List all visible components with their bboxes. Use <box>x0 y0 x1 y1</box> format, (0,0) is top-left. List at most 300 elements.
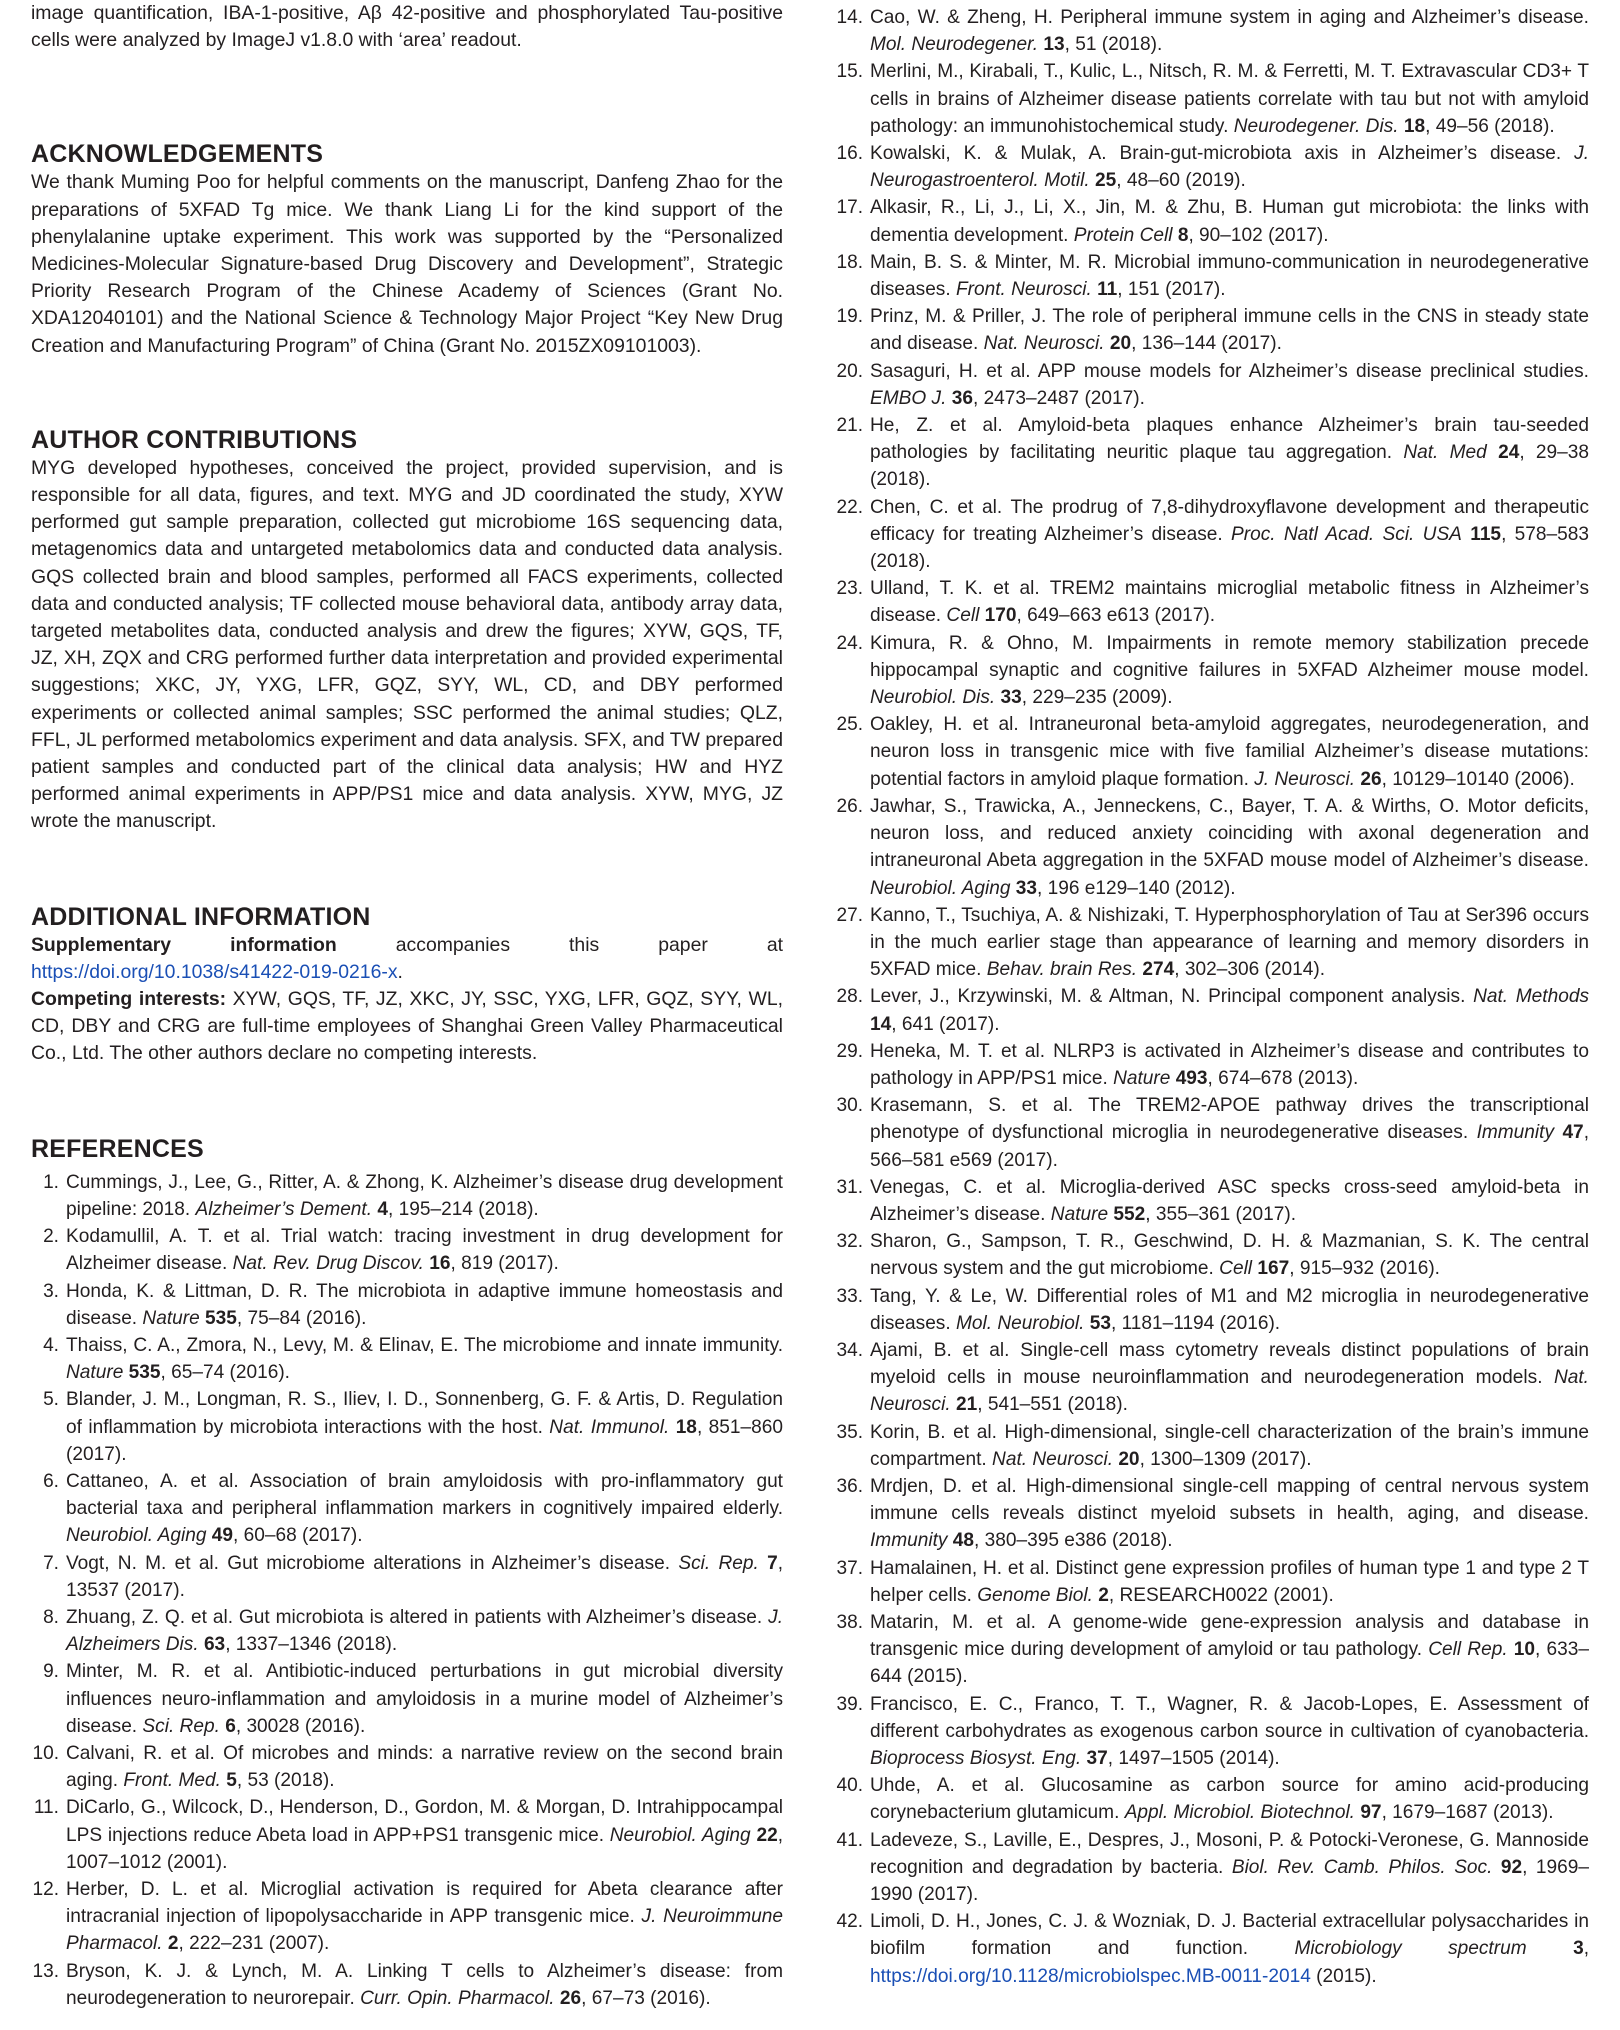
reference-journal: J. Neurogastroenterol. Motil. <box>870 143 1589 192</box>
reference-pages-year: , 641 (2017). <box>891 1013 1000 1035</box>
reference-text <box>870 58 1589 140</box>
reference-journal: Protein Cell <box>1073 224 1173 246</box>
reference-number: 25. <box>836 714 863 736</box>
reference-item <box>31 1468 783 1550</box>
reference-authors-title: Cattaneo, A. et al. Association of brain amyloidosis with pro-inflammatory gut bacterial taxa and peripheral inflammation markers in cognitively impaired elderly. <box>66 1470 783 1520</box>
reference-number: 3. <box>43 1280 59 1302</box>
acknowledgements-text: We thank Muming Poo for helpful comments on the manuscript, Danfeng Zhao for the preparations of 5XFAD Tg mice. We thank Liang Li for the kind support of the phenylalanine uptake experiment. This work was supported by the “Personalized Medicines-Molecular Signature-based Drug Discovery and Development”, Strategic Priority Research Program of the Chinese Academy of Sciences (Grant No. XDA12040101) and the National Science & Technology Major Project “Key New Drug Creation and Manufacturing Program” of China (Grant No. 2015ZX09101003). <box>31 171 783 357</box>
reference-volume: 26 <box>559 1987 582 2009</box>
reference-volume: 115 <box>1470 523 1502 545</box>
reference-item <box>835 1691 1589 1773</box>
reference-item <box>31 1658 783 1740</box>
reference-volume: 22 <box>756 1824 778 1846</box>
left-column <box>31 0 783 2012</box>
competing-interests-label: Competing interests: <box>31 988 227 1011</box>
reference-number: 33. <box>836 1285 863 1307</box>
reference-volume: 21 <box>955 1394 978 1416</box>
reference-item <box>835 140 1589 194</box>
reference-item <box>835 1038 1589 1092</box>
reference-volume: 2 <box>167 1933 179 1955</box>
reference-volume: 24 <box>1498 442 1520 464</box>
reference-volume: 49 <box>211 1525 234 1547</box>
reference-volume: 97 <box>1360 1802 1382 1824</box>
reference-number: 2. <box>43 1226 59 1248</box>
reference-pages-year: , 60–68 (2017). <box>233 1525 363 1547</box>
reference-authors-title: Alkasir, R., Li, J., Li, X., Jin, M. & Zhu, B. Human gut microbiota: the links with dementia development. <box>870 197 1589 246</box>
reference-text <box>870 494 1589 576</box>
reference-authors-title: Calvani, R. et al. Of microbes and minds: a narrative review on the second brain aging. <box>66 1742 783 1792</box>
reference-authors-title: Main, B. S. & Minter, M. R. Microbial immuno-communication in neurodegenerative diseases. <box>870 251 1589 301</box>
reference-item <box>31 1223 783 1277</box>
reference-text <box>66 1169 783 1223</box>
reference-item <box>835 194 1589 248</box>
reference-text <box>870 1228 1589 1282</box>
competing-interests-text: XYW, GQS, TF, JZ, XKC, JY, SSC, YXG, LFR, GQZ, SYY, WL, CD, DBY and CRG are full-time employees of Shanghai Green Valley Pharmaceutical Co., Ltd. The other authors declare no competing interests. <box>31 988 783 1065</box>
reference-journal: Nature <box>66 1362 124 1384</box>
reference-volume: 535 <box>205 1307 237 1329</box>
reference-volume: 167 <box>1257 1258 1290 1280</box>
reference-authors-title: Sasaguri, H. et al. APP mouse models for Alzheimer’s disease preclinical studies. <box>870 360 1589 382</box>
author-contributions-heading: AUTHOR CONTRIBUTIONS <box>31 425 358 454</box>
acknowledgements-heading: ACKNOWLEDGEMENTS <box>31 140 324 169</box>
reference-pages-year: , 2473–2487 (2017). <box>972 387 1145 409</box>
reference-doi-link[interactable]: https://doi.org/10.1128/microbiolspec.MB-0011-2014 <box>870 1965 1311 1987</box>
supplementary-information-paragraph <box>31 932 783 986</box>
reference-pages-year: , 541–551 (2018). <box>977 1394 1128 1416</box>
reference-item <box>835 1283 1589 1337</box>
reference-authors-title: Kimura, R. & Ohno, M. Impairments in remote memory stabilization precede hippocampal synaptic and cognitive failures in 5XFAD Alzheimer mouse model. <box>870 632 1589 681</box>
reference-text <box>870 1473 1589 1555</box>
reference-number: 15. <box>836 61 863 83</box>
supplementary-text: accompanies this paper at <box>336 933 784 956</box>
reference-volume: 25 <box>1095 170 1117 192</box>
reference-pages-year: , 10129–10140 (2006). <box>1381 768 1575 790</box>
reference-journal: Nature <box>1050 1203 1109 1225</box>
reference-text <box>870 1691 1589 1773</box>
reference-volume: 37 <box>1086 1748 1108 1769</box>
reference-authors-title: Matarin, M. et al. A genome-wide gene-expression analysis and database in transgenic mice during development of amyloid or tau pathology. <box>870 1611 1589 1661</box>
reference-journal: Nature <box>142 1307 200 1329</box>
reference-authors-title: Ladeveze, S., Laville, E., Despres, J., Mosoni, P. & Potocki-Veronese, G. Mannoside recognition and degradation by bacteria. <box>870 1829 1589 1878</box>
reference-text <box>870 1337 1589 1419</box>
reference-number: 28. <box>836 986 863 1008</box>
reference-volume: 36 <box>951 387 973 409</box>
reference-authors-title: Herber, D. L. et al. Microglial activation is required for Abeta clearance after intracranial injection of lipopolysaccharide in APP transgenic mice. <box>66 1878 783 1928</box>
reference-text <box>870 1827 1589 1909</box>
reference-journal: Curr. Opin. Pharmacol. <box>360 1987 555 2009</box>
reference-volume: 47 <box>1562 1122 1584 1144</box>
reference-journal: EMBO J. <box>870 387 947 409</box>
reference-authors-title: Thaiss, C. A., Zmora, N., Levy, M. & Elinav, E. The microbiome and innate immunity. <box>66 1334 783 1356</box>
reference-volume: 92 <box>1500 1856 1523 1878</box>
reference-number: 41. <box>836 1829 863 1851</box>
reference-pages-year: , 30028 (2016). <box>235 1715 366 1737</box>
reference-authors-title: Oakley, H. et al. Intraneuronal beta-amyloid aggregates, neurodegeneration, and neuron loss in transgenic mice with five familial Alzheimer’s disease mutations: potential factors in amyloid plaque formation. <box>870 714 1589 790</box>
reference-item <box>835 494 1589 576</box>
reference-item <box>31 1958 783 2012</box>
reference-text <box>66 1550 783 1604</box>
reference-text <box>870 793 1589 902</box>
reference-volume: 6 <box>225 1715 236 1737</box>
reference-text <box>66 1794 783 1876</box>
reference-journal: Nat. Med <box>1403 442 1487 464</box>
reference-volume: 13 <box>1043 34 1065 56</box>
reference-text <box>66 1876 783 1958</box>
reference-authors-title: Kodamullil, A. T. et al. Trial watch: tracing investment in drug development for Alzheimer disease. <box>66 1226 783 1275</box>
reference-number: 36. <box>836 1475 863 1497</box>
reference-number: 17. <box>836 197 863 219</box>
reference-number: 10. <box>32 1742 59 1764</box>
reference-text <box>66 1604 783 1658</box>
reference-pages-year: , 674–678 (2013). <box>1207 1067 1359 1089</box>
reference-authors-title: Kanno, T., Tsuchiya, A. & Nishizaki, T. Hyperphosphorylation of Tau at Ser396 occurs in the much earlier stage than appearance of learning and memory disorders in 5XFAD mice. <box>870 904 1589 981</box>
reference-journal: Nat. Neurosci. <box>870 1367 1589 1416</box>
reference-pages-year: , 13537 (2017). <box>66 1552 783 1601</box>
reference-authors-title: Cao, W. & Zheng, H. Peripheral immune system in aging and Alzheimer’s disease. <box>870 7 1589 28</box>
reference-authors-title: Ajami, B. et al. Single-cell mass cytometry reveals distinct populations of brain myeloid cells in mouse neuroinflammation and neurodegeneration models. <box>870 1339 1589 1389</box>
reference-pages-year: , 75–84 (2016). <box>236 1307 367 1329</box>
reference-number: 19. <box>836 306 863 328</box>
reference-number: 9. <box>43 1661 59 1683</box>
reference-number: 11. <box>33 1797 59 1819</box>
reference-volume: 3 <box>1573 1938 1584 1960</box>
reference-item <box>835 1772 1589 1826</box>
reference-number: 1. <box>43 1171 59 1193</box>
reference-number: 40. <box>836 1775 863 1797</box>
reference-text <box>66 1468 783 1550</box>
reference-number: 23. <box>836 578 863 600</box>
reference-text <box>870 1908 1589 1990</box>
reference-pages-year: , 151 (2017). <box>1117 279 1226 301</box>
references-list-left <box>31 1169 783 2012</box>
reference-text <box>870 902 1589 984</box>
reference-item <box>835 1419 1589 1473</box>
reference-volume: 5 <box>226 1770 237 1792</box>
reference-volume: 20 <box>1118 1448 1140 1470</box>
reference-item <box>835 1609 1589 1691</box>
reference-journal: Neurobiol. Aging <box>66 1525 207 1547</box>
reference-item <box>31 1604 783 1658</box>
reference-authors-title: Chen, C. et al. The prodrug of 7,8-dihydroxyflavone development and therapeutic efficacy for treating Alzheimer’s disease. <box>870 496 1589 545</box>
reference-journal: Neurobiol. Aging <box>609 1824 751 1846</box>
reference-text <box>870 1174 1589 1228</box>
reference-item <box>835 983 1589 1037</box>
reference-pages-year: , 649–663 e613 (2017). <box>1016 605 1216 627</box>
reference-text <box>870 630 1589 712</box>
reference-volume: 48 <box>952 1530 975 1552</box>
reference-journal: Immunity <box>870 1530 948 1552</box>
reference-number: 22. <box>836 496 863 518</box>
reference-number: 4. <box>43 1334 59 1356</box>
reference-pages-year: , 53 (2018). <box>236 1770 335 1792</box>
reference-item <box>835 1555 1589 1609</box>
reference-text <box>870 1772 1589 1826</box>
reference-item <box>31 1386 783 1468</box>
reference-authors-title: Tang, Y. & Le, W. Differential roles of M1 and M2 microglia in neurodegenerative diseases. <box>870 1285 1589 1334</box>
reference-text <box>870 249 1589 303</box>
reference-item <box>835 711 1589 793</box>
reference-pages-year: , 65–74 (2016). <box>160 1362 290 1384</box>
reference-volume: 18 <box>675 1416 697 1438</box>
reference-journal: J. Neurosci. <box>1254 768 1356 790</box>
reference-pages-year: , 851–860 (2017). <box>66 1416 783 1465</box>
reference-item <box>31 1278 783 1332</box>
reference-text <box>66 1332 783 1386</box>
reference-journal: Nature <box>1113 1067 1171 1089</box>
reference-pages-year: , 915–932 (2016). <box>1289 1258 1440 1280</box>
reference-pages-year: , 1497–1505 (2014). <box>1107 1748 1280 1769</box>
reference-volume: 14 <box>870 1013 892 1035</box>
reference-volume: 16 <box>429 1253 451 1275</box>
reference-authors-title: DiCarlo, G., Wilcock, D., Henderson, D., Gordon, M. & Morgan, D. Intrahippocampal LPS injections reduce Abeta load in APP+PS1 transgenic mice. <box>66 1797 783 1846</box>
reference-pages-year: , 51 (2018). <box>1064 34 1163 56</box>
reference-journal: Nat. Rev. Drug Discov. <box>232 1253 424 1275</box>
reference-number: 39. <box>836 1693 863 1715</box>
reference-text <box>66 1386 783 1468</box>
reference-journal: Nat. Immunol. <box>549 1416 670 1438</box>
reference-item <box>835 902 1589 984</box>
reference-pages-year: , 819 (2017). <box>450 1253 559 1275</box>
reference-text <box>870 358 1589 412</box>
reference-text <box>870 1038 1589 1092</box>
reference-volume: 535 <box>128 1362 161 1384</box>
reference-journal: Alzheimer’s Dement. <box>195 1198 373 1220</box>
reference-text <box>66 1658 783 1740</box>
reference-text <box>66 1740 783 1794</box>
reference-authors-title: Krasemann, S. et al. The TREM2-APOE pathway drives the transcriptional phenotype of dysfunctional microglia in neurodegenerative diseases. <box>870 1095 1589 1144</box>
reference-item <box>835 1337 1589 1419</box>
reference-number: 8. <box>43 1606 59 1628</box>
reference-text <box>870 1609 1589 1691</box>
reference-journal: Nat. Neurosci. <box>992 1448 1113 1470</box>
reference-pages-year: , 195–214 (2018). <box>387 1198 539 1220</box>
reference-volume: 2 <box>1098 1584 1109 1606</box>
reference-item <box>31 1169 783 1223</box>
reference-item <box>31 1794 783 1876</box>
reference-pages-year: , 1337–1346 (2018). <box>225 1634 398 1656</box>
reference-volume: 20 <box>1109 333 1132 355</box>
reference-authors-title: Korin, B. et al. High-dimensional, single-cell characterization of the brain’s immune compartment. <box>870 1421 1589 1470</box>
reference-authors-title: Hamalainen, H. et al. Distinct gene expression profiles of human type 1 and type 2 T helper cells. <box>870 1557 1589 1606</box>
references-list-right <box>835 4 1589 1990</box>
reference-authors-title: Heneka, M. T. et al. NLRP3 is activated in Alzheimer’s disease and contributes to pathology in APP/PS1 mice. <box>870 1040 1589 1089</box>
reference-text <box>870 140 1589 194</box>
references-heading: REFERENCES <box>31 1134 204 1163</box>
reference-journal: Sci. Rep. <box>678 1552 759 1574</box>
reference-volume: 18 <box>1403 115 1426 137</box>
reference-authors-title: Blander, J. M., Longman, R. S., Iliev, I. D., Sonnenberg, G. F. & Artis, D. Regulation of inflammation by microbiota interactions with the host. <box>66 1389 783 1438</box>
reference-authors-title: Bryson, K. J. & Lynch, M. A. Linking T cells to Alzheimer’s disease: from neurodegeneration to neurorepair. <box>66 1960 783 2009</box>
reference-volume: 552 <box>1113 1203 1146 1225</box>
reference-journal: Mol. Neurodegener. <box>870 34 1039 56</box>
reference-item <box>835 412 1589 494</box>
reference-authors-title: Vogt, N. M. et al. Gut microbiome alterations in Alzheimer’s disease. <box>66 1552 679 1574</box>
reference-journal: Cell <box>1219 1258 1253 1280</box>
reference-pages-year: , 222–231 (2007). <box>178 1933 330 1955</box>
reference-pages-year: , 90–102 (2017). <box>1188 224 1329 246</box>
reference-number: 30. <box>836 1095 863 1117</box>
reference-number: 21. <box>836 415 863 437</box>
reference-text <box>870 1419 1589 1473</box>
reference-authors-title: Prinz, M. & Priller, J. The role of peripheral immune cells in the CNS in steady state and disease. <box>870 306 1589 355</box>
reference-authors-title: Mrdjen, D. et al. High-dimensional single-cell mapping of central nervous system immune cells reveals distinct myeloid subsets in health, aging, and disease. <box>870 1475 1589 1525</box>
reference-authors-title: Cummings, J., Lee, G., Ritter, A. & Zhong, K. Alzheimer’s disease drug development pipeline: 2018. <box>66 1171 783 1220</box>
reference-journal: Front. Med. <box>123 1770 221 1792</box>
reference-item <box>835 1473 1589 1555</box>
reference-number: 38. <box>836 1611 863 1633</box>
reference-authors-title: Ulland, T. K. et al. TREM2 maintains microglial metabolic fitness in Alzheimer’s disease. <box>870 578 1589 627</box>
reference-journal: Mol. Neurobiol. <box>955 1312 1085 1334</box>
reference-number: 32. <box>836 1231 863 1253</box>
reference-number: 35. <box>836 1421 863 1443</box>
reference-journal: Bioprocess Biosyst. Eng. <box>870 1748 1082 1769</box>
reference-text <box>66 1278 783 1332</box>
supplementary-label: Supplementary information <box>31 933 337 956</box>
reference-number: 31. <box>836 1176 863 1198</box>
reference-item <box>31 1740 783 1794</box>
reference-pages-year: , 49–56 (2018). <box>1425 115 1555 137</box>
reference-pages-year: , 67–73 (2016). <box>581 1987 711 2009</box>
methods-tail-paragraph: image quantification, IBA-1-positive, Aβ 42-positive and phosphorylated Tau-positive cells were analyzed by ImageJ v1.8.0 with ‘area’ readout. <box>31 2 783 52</box>
reference-authors-title: Uhde, A. et al. Glucosamine as carbon source for amino acid-producing corynebacterium glutamicum. <box>870 1775 1589 1824</box>
reference-item <box>835 575 1589 629</box>
reference-authors-title: Venegas, C. et al. Microglia-derived ASC specks cross-seed amyloid-beta in Alzheimer’s disease. <box>870 1176 1589 1225</box>
reference-text <box>870 4 1589 58</box>
reference-journal: Behav. brain Res. <box>986 959 1138 981</box>
reference-number: 27. <box>836 904 863 926</box>
supplementary-end: . <box>397 960 403 983</box>
reference-journal: Biol. Rev. Camb. Philos. Soc. <box>1231 1856 1493 1878</box>
reference-text <box>870 1283 1589 1337</box>
reference-volume: 26 <box>1360 768 1382 790</box>
reference-authors-title: Minter, M. R. et al. Antibiotic-induced perturbations in gut microbial diversity influences neuro-inflammation and amyloidosis in a murine model of Alzheimer’s disease. <box>66 1661 783 1737</box>
reference-pages-year: , 1181–1194 (2016). <box>1110 1312 1281 1334</box>
reference-item <box>835 303 1589 357</box>
reference-volume: 11 <box>1097 279 1118 301</box>
reference-item <box>31 1332 783 1386</box>
reference-authors-title: Jawhar, S., Trawicka, A., Jenneckens, C., Bayer, T. A. & Wirths, O. Motor deficits, neuron loss, and reduced anxiety coinciding with axonal degeneration and intraneuronal Abeta aggregation in the 5XFAD mouse model of Alzheimer’s disease. <box>870 795 1589 872</box>
additional-information-heading: ADDITIONAL INFORMATION <box>31 902 371 931</box>
reference-volume: 10 <box>1513 1639 1536 1661</box>
reference-journal: Cell Rep. <box>1428 1639 1508 1661</box>
reference-number: 42. <box>836 1911 863 1933</box>
reference-text <box>66 1223 783 1277</box>
reference-number: 18. <box>836 251 863 273</box>
reference-item <box>835 1174 1589 1228</box>
reference-journal: Cell <box>946 605 980 627</box>
right-column <box>835 0 1589 1990</box>
reference-item <box>835 4 1589 58</box>
reference-text <box>870 983 1589 1037</box>
reference-volume: 274 <box>1142 959 1175 981</box>
reference-pages-year: , 302–306 (2014). <box>1174 959 1325 981</box>
reference-authors-title: Merlini, M., Kirabali, T., Kulic, L., Nitsch, R. M. & Ferretti, M. T. Extravascular CD3+ T cells in brains of Alzheimer disease patients correlate with tau but not with amyloid pathology: an immunohistochemical study. <box>870 61 1589 137</box>
reference-pages-year: , 380–395 e386 (2018). <box>974 1530 1173 1552</box>
reference-volume: 63 <box>203 1634 226 1656</box>
reference-authors-title: Kowalski, K. & Mulak, A. Brain-gut-microbiota axis in Alzheimer’s disease. <box>870 143 1575 165</box>
reference-journal: Front. Neurosci. <box>955 279 1092 301</box>
reference-pages-year: , 1300–1309 (2017). <box>1139 1448 1312 1470</box>
reference-journal: J. Neuroimmune Pharmacol. <box>66 1906 783 1955</box>
reference-item <box>31 1876 783 1958</box>
reference-text <box>66 1958 783 2012</box>
reference-pages-year: , 1969–1990 (2017). <box>870 1856 1589 1906</box>
reference-journal: Genome Biol. <box>977 1584 1093 1606</box>
reference-journal: Sci. Rep. <box>142 1715 220 1737</box>
reference-number: 24. <box>836 632 863 654</box>
reference-journal: Neurodegener. Dis. <box>1233 115 1399 137</box>
reference-text <box>870 412 1589 494</box>
reference-volume: 493 <box>1175 1067 1208 1089</box>
reference-item <box>835 630 1589 712</box>
reference-pages-year: , 566–581 e569 (2017). <box>870 1122 1589 1171</box>
reference-number: 29. <box>836 1040 863 1062</box>
reference-number: 37. <box>836 1557 863 1579</box>
reference-authors-title: Sharon, G., Sampson, T. R., Geschwind, D. H. & Mazmanian, S. K. The central nervous system and the gut microbiome. <box>870 1231 1589 1280</box>
reference-pages-year: , 355–361 (2017). <box>1145 1203 1297 1225</box>
reference-pages-year: , 1679–1687 (2013). <box>1381 1802 1554 1824</box>
reference-journal: Immunity <box>1476 1122 1555 1144</box>
reference-journal: Nat. Neurosci. <box>983 333 1105 355</box>
reference-pages-year: , 1007–1012 (2001). <box>66 1824 784 1873</box>
reference-pages-year: , 136–144 (2017). <box>1131 333 1282 355</box>
reference-pages-year: , 48–60 (2019). <box>1116 170 1246 192</box>
reference-item <box>835 793 1589 902</box>
reference-volume: 170 <box>984 605 1017 627</box>
reference-volume: 53 <box>1089 1312 1111 1334</box>
reference-number: 20. <box>836 360 863 382</box>
reference-number: 5. <box>43 1389 59 1411</box>
reference-volume: 8 <box>1177 224 1189 246</box>
reference-volume: 33 <box>1015 877 1038 899</box>
author-contributions-text: MYG developed hypotheses, conceived the project, provided supervision, and is responsible for all data, figures, and text. MYG and JD coordinated the study, XYW performed gut sample preparation, collected gut microbiome 16S sequencing data, metagenomics data and untargeted metabolomics data and conducted data analysis. GQS collected brain and blood samples, performed all FACS experiments, collected data and conducted analysis; TF collected mouse behavioral data, antibody array data, targeted metabolites data, conducted analysis and drew the figures; XYW, GQS, TF, JZ, XH, ZQX and CRG performed further data interpretation and provided experimental suggestions; XKC, JY, YXG, LFR, GQZ, SYY, WL, CD, and DBY performed experiments or collected animal samples; SSC performed the animal studies; QLZ, FFL, JL performed metabolomics experiment and data analysis. SFX, and TW prepared patient samples and conducted part of the clinical data analysis; HW and HYZ performed animal experiments in APP/PS1 mice and data analysis. XYW, MYG, JZ wrote the manuscript. <box>31 456 783 833</box>
reference-journal: Appl. Microbiol. Biotechnol. <box>1124 1802 1355 1824</box>
reference-number: 14. <box>836 7 863 28</box>
reference-text <box>870 303 1589 357</box>
reference-volume: 4 <box>377 1198 388 1220</box>
reference-text <box>870 575 1589 629</box>
reference-number: 34. <box>836 1339 863 1361</box>
reference-volume: 7 <box>767 1552 778 1574</box>
reference-pages-year: , 578–583 (2018). <box>870 523 1590 573</box>
supplementary-doi-link[interactable]: https://doi.org/10.1038/s41422-019-0216-x <box>31 960 398 983</box>
reference-item <box>835 58 1589 140</box>
reference-journal: J. Alzheimers Dis. <box>66 1606 783 1656</box>
reference-item <box>835 1092 1589 1174</box>
reference-journal: Proc. Natl Acad. Sci. USA <box>1230 523 1462 545</box>
competing-interests-paragraph <box>31 986 783 1068</box>
reference-authors-title: He, Z. et al. Amyloid-beta plaques enhance Alzheimer’s brain tau-seeded pathologies by facilitating neuritic plaque tau aggregation. <box>870 415 1589 464</box>
reference-journal: Nat. Methods <box>1473 986 1589 1008</box>
reference-item <box>835 1228 1589 1282</box>
reference-pages-year: , <box>1583 1938 1589 1960</box>
reference-authors-title: Zhuang, Z. Q. et al. Gut microbiota is altered in patients with Alzheimer’s disease. <box>66 1606 769 1628</box>
reference-text <box>870 194 1589 248</box>
reference-authors-title: Honda, K. & Littman, D. R. The microbiota in adaptive immune homeostasis and disease. <box>66 1280 783 1329</box>
reference-year: (2015). <box>1310 1965 1377 1987</box>
reference-text <box>870 1555 1589 1609</box>
reference-number: 7. <box>43 1552 59 1574</box>
reference-number: 13. <box>32 1960 59 1982</box>
reference-pages-year: , 29–38 (2018). <box>870 442 1590 491</box>
reference-item <box>835 249 1589 303</box>
reference-item <box>835 358 1589 412</box>
reference-text <box>870 711 1589 793</box>
reference-journal: Neurobiol. Aging <box>870 877 1011 899</box>
reference-item <box>835 1827 1589 1909</box>
reference-pages-year: , 633–644 (2015). <box>870 1639 1589 1688</box>
reference-number: 6. <box>43 1470 59 1492</box>
